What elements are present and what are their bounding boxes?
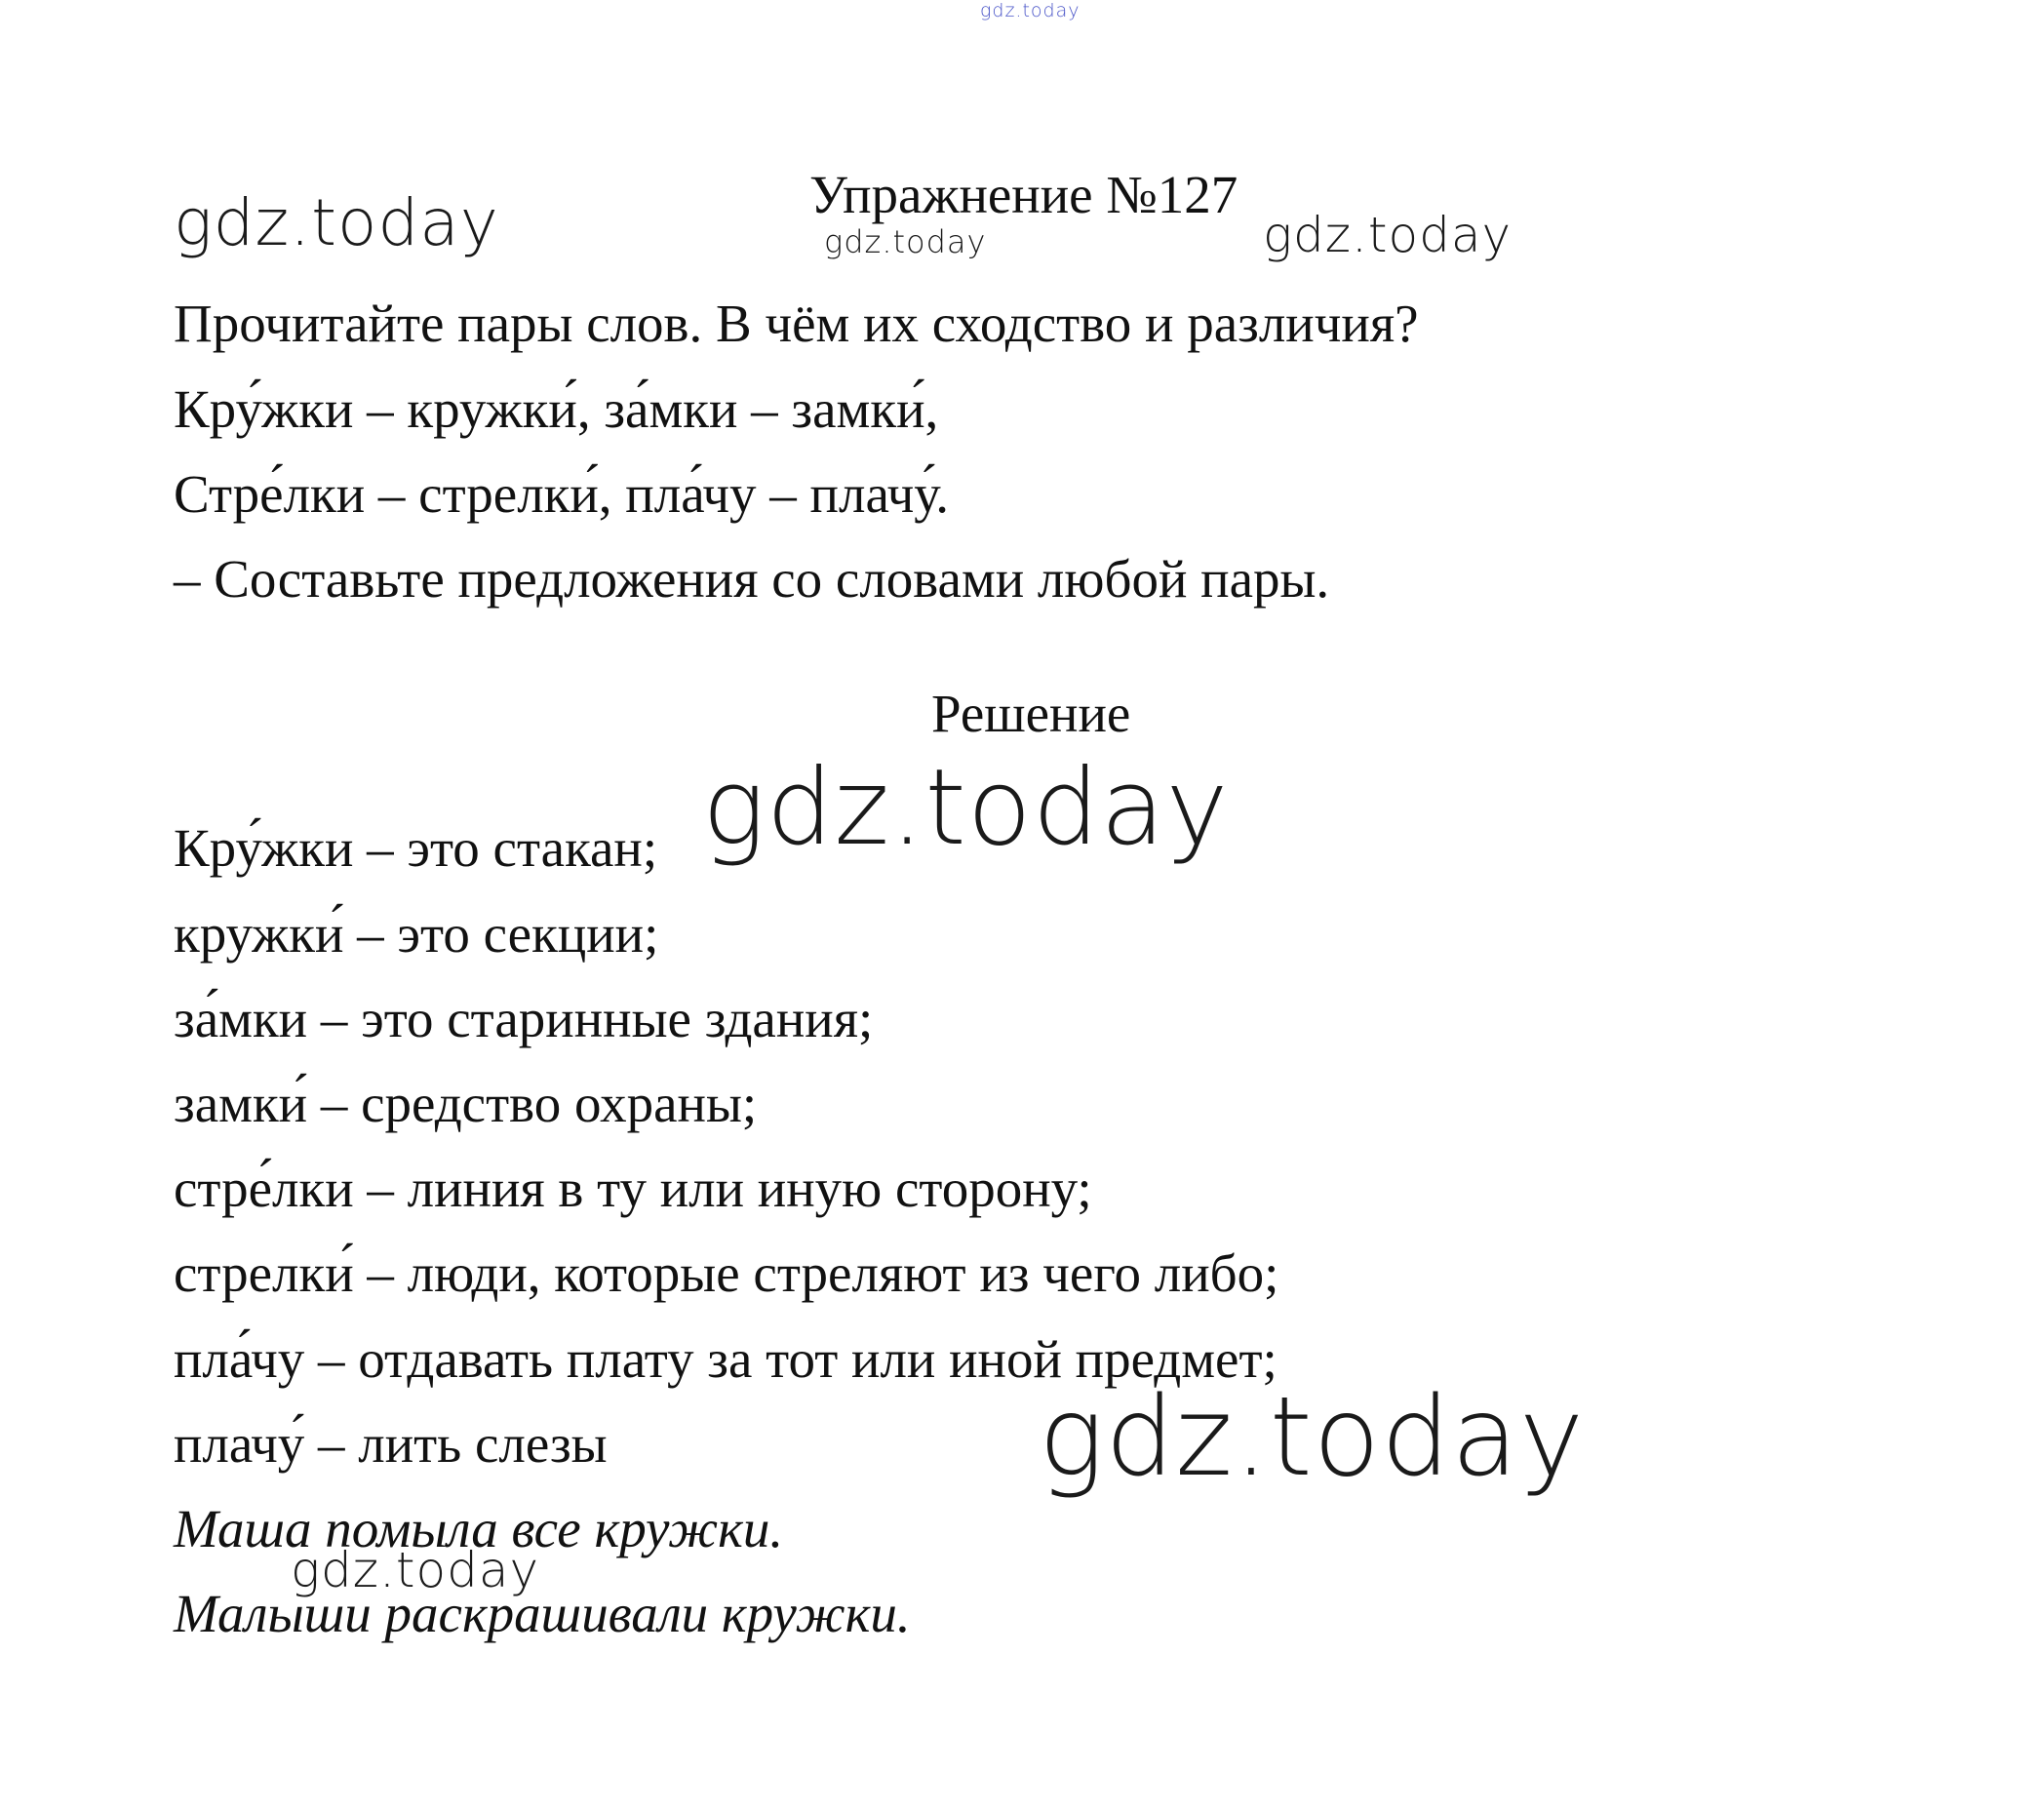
task-line: Кру́жки – кружки́, за́мки – замки́, xyxy=(174,379,939,439)
watermark: gdz.today xyxy=(702,747,1230,869)
watermark: gdz.today xyxy=(824,223,987,260)
solution-line: стрелки́ – люди, которые стреляют из чего либо; xyxy=(174,1243,1279,1303)
watermark: gdz.today xyxy=(1039,1374,1586,1501)
solution-line: замки́ – средство охраны; xyxy=(174,1074,758,1133)
task-line: – Составьте предложения со словами любой пары. xyxy=(174,549,1330,609)
solution-title: Решение xyxy=(931,684,1131,743)
watermark: gdz.today xyxy=(174,185,499,260)
task-line: Прочитайте пары слов. В чём их сходство и различия? xyxy=(174,294,1419,353)
watermark: gdz.today xyxy=(1263,207,1513,263)
solution-line: за́мки – это старинные здания; xyxy=(174,989,874,1048)
exercise-title: Упражнение №127 xyxy=(809,165,1238,224)
example-sentence: Маша помыла все кружки. xyxy=(174,1499,784,1558)
task-line: Стре́лки – стрелки́, пла́чу – плачу́. xyxy=(174,464,950,524)
solution-line: Кру́жки – это стакан; xyxy=(174,818,658,878)
example-sentence: Малыши раскрашивали кружки. xyxy=(174,1584,911,1643)
watermark: gdz.today xyxy=(980,0,1081,21)
solution-line: кружки́ – это секции; xyxy=(174,904,659,964)
solution-line: плачу́ – лить слезы xyxy=(174,1414,608,1474)
watermark: gdz.today xyxy=(291,1542,540,1598)
solution-line: стре́лки – линия в ту или иную сторону; xyxy=(174,1159,1092,1218)
solution-line: пла́чу – отдавать плату за тот или иной предмет; xyxy=(174,1329,1278,1389)
